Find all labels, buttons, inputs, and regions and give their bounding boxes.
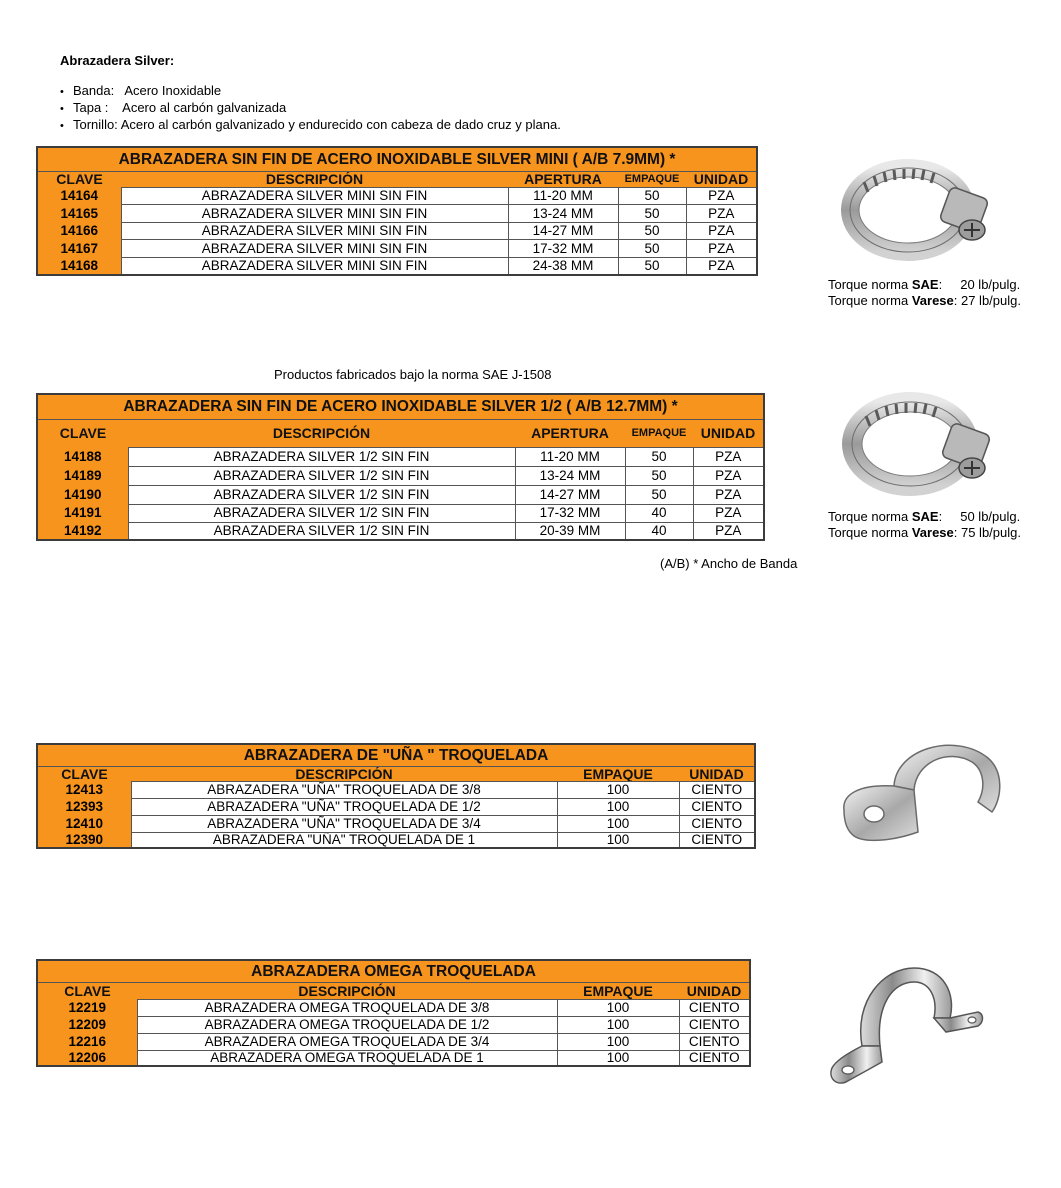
table-row (37, 485, 764, 504)
empaque-value: 40 (625, 522, 693, 540)
table-row (37, 798, 755, 815)
torque-label: Torque norma (828, 525, 912, 540)
torque-value: : 20 lb/pulg. (938, 277, 1021, 292)
unidad-value: PZA (686, 240, 757, 258)
table-row (37, 447, 764, 466)
apertura-value: 14-27 MM (515, 485, 625, 504)
column-header-descripcion: DESCRIPCIÓN (137, 982, 557, 999)
empaque-value: 50 (618, 187, 686, 205)
product-code: 14189 (37, 466, 128, 485)
table-row (37, 257, 757, 275)
table-row (37, 240, 757, 258)
product-description: ABRAZADERA SILVER 1/2 SIN FIN (128, 522, 515, 540)
product-table-silver-half (36, 393, 765, 541)
apertura-value: 24-38 MM (508, 257, 618, 275)
column-header-unidad: UNIDAD (686, 171, 757, 187)
unidad-value: CIENTO (679, 1050, 750, 1066)
product-description: ABRAZADERA OMEGA TROQUELADA DE 3/4 (137, 1033, 557, 1050)
apertura-value: 11-20 MM (508, 187, 618, 205)
apertura-value: 17-32 MM (508, 240, 618, 258)
table-row (37, 1016, 750, 1033)
band-width-note: (A/B) * Ancho de Banda (660, 556, 798, 571)
table-title: ABRAZADERA OMEGA TROQUELADA (37, 960, 750, 982)
spec-item-banda: • Banda: Acero Inoxidable (60, 83, 561, 100)
product-description: ABRAZADERA SILVER MINI SIN FIN (121, 205, 508, 223)
product-code: 14192 (37, 522, 128, 540)
product-code: 14166 (37, 222, 121, 240)
empaque-value: 50 (618, 205, 686, 223)
apertura-value: 20-39 MM (515, 522, 625, 540)
unidad-value: CIENTO (679, 798, 755, 815)
torque-standard: Varese (911, 525, 954, 540)
column-header-clave: CLAVE (37, 419, 128, 447)
torque-specs-mini (828, 277, 1021, 309)
product-code: 12209 (37, 1016, 137, 1033)
empaque-value: 100 (557, 832, 679, 848)
apertura-value: 13-24 MM (508, 205, 618, 223)
product-code: 12410 (37, 815, 131, 832)
spec-list (60, 83, 561, 134)
column-header-clave: CLAVE (37, 766, 131, 781)
column-header-apertura: APERTURA (515, 419, 625, 447)
product-table-omega (36, 959, 751, 1067)
product-code: 14164 (37, 187, 121, 205)
column-header-empaque: EMPAQUE (557, 766, 679, 781)
torque-specs-half (828, 509, 1021, 541)
unidad-value: CIENTO (679, 832, 755, 848)
table-title: ABRAZADERA SIN FIN DE ACERO INOXIDABLE SILVER MINI ( A/B 7.9MM) * (37, 147, 757, 171)
product-code: 12413 (37, 781, 131, 798)
table-row (37, 205, 757, 223)
product-code: 12390 (37, 832, 131, 848)
empaque-value: 50 (625, 485, 693, 504)
product-code: 14190 (37, 485, 128, 504)
apertura-value: 17-32 MM (515, 504, 625, 522)
hose-clamp-image (838, 152, 998, 264)
hose-clamp-image (838, 388, 998, 500)
unidad-value: PZA (693, 466, 764, 485)
table-row (37, 522, 764, 540)
table-row (37, 815, 755, 832)
spec-item-tapa: • Tapa : Acero al carbón galvanizada (60, 100, 561, 117)
apertura-value: 14-27 MM (508, 222, 618, 240)
table-row (37, 1050, 750, 1066)
product-code: 14167 (37, 240, 121, 258)
product-code: 12393 (37, 798, 131, 815)
product-code: 14165 (37, 205, 121, 223)
product-description: ABRAZADERA SILVER MINI SIN FIN (121, 222, 508, 240)
section-title: Abrazadera Silver: (60, 53, 175, 68)
column-header-unidad: UNIDAD (679, 982, 750, 999)
empaque-value: 50 (625, 466, 693, 485)
torque-label: Torque norma (828, 509, 912, 524)
column-header-descripcion: DESCRIPCIÓN (128, 419, 515, 447)
empaque-value: 100 (557, 1050, 679, 1066)
empaque-value: 50 (618, 257, 686, 275)
unidad-value: PZA (686, 222, 757, 240)
hose-clamp-icon (838, 388, 998, 500)
table-row (37, 1033, 750, 1050)
unidad-value: CIENTO (679, 781, 755, 798)
unidad-value: CIENTO (679, 999, 750, 1016)
unidad-value: CIENTO (679, 815, 755, 832)
column-header-clave: CLAVE (37, 982, 137, 999)
table-row (37, 222, 757, 240)
empaque-value: 100 (557, 999, 679, 1016)
hose-clamp-icon (838, 152, 998, 264)
product-description: ABRAZADERA OMEGA TROQUELADA DE 3/8 (137, 999, 557, 1016)
unidad-value: CIENTO (679, 1033, 750, 1050)
product-description: ABRAZADERA "UÑA" TROQUELADA DE 3/8 (131, 781, 557, 798)
unidad-value: PZA (693, 504, 764, 522)
product-description: ABRAZADERA SILVER 1/2 SIN FIN (128, 447, 515, 466)
unidad-value: PZA (686, 257, 757, 275)
column-header-empaque: EMPAQUE (625, 419, 693, 447)
table-title: ABRAZADERA DE "UÑA " TROQUELADA (37, 744, 755, 766)
product-code: 12216 (37, 1033, 137, 1050)
product-code: 12206 (37, 1050, 137, 1066)
column-header-unidad: UNIDAD (693, 419, 764, 447)
column-header-empaque: EMPAQUE (618, 171, 686, 187)
product-description: ABRAZADERA SILVER 1/2 SIN FIN (128, 504, 515, 522)
una-clamp-image (836, 728, 1004, 858)
empaque-value: 100 (557, 798, 679, 815)
spec-item-tornillo: • Tornillo: Acero al carbón galvanizado y endurecido con cabeza de dado cruz y plana. (60, 117, 561, 134)
unidad-value: PZA (686, 187, 757, 205)
unidad-value: PZA (693, 447, 764, 466)
product-code: 14168 (37, 257, 121, 275)
norma-note: Productos fabricados bajo la norma SAE J-1508 (274, 367, 552, 382)
torque-value: : 50 lb/pulg. (938, 509, 1021, 524)
table-row (37, 999, 750, 1016)
column-header-descripcion: DESCRIPCIÓN (131, 766, 557, 781)
unidad-value: PZA (686, 205, 757, 223)
product-description: ABRAZADERA "UÑA" TROQUELADA DE 3/4 (131, 815, 557, 832)
product-table-una (36, 743, 756, 849)
product-description: ABRAZADERA "UÑA" TROQUELADA DE 1/2 (131, 798, 557, 815)
torque-label: Torque norma (828, 277, 912, 292)
table-row (37, 187, 757, 205)
torque-standard: SAE (911, 509, 939, 524)
table-row (37, 781, 755, 798)
torque-standard: SAE (911, 277, 939, 292)
product-description: ABRAZADERA SILVER 1/2 SIN FIN (128, 466, 515, 485)
unidad-value: PZA (693, 485, 764, 504)
product-description: ABRAZADERA OMEGA TROQUELADA DE 1/2 (137, 1016, 557, 1033)
apertura-value: 13-24 MM (515, 466, 625, 485)
torque-label: Torque norma (828, 293, 912, 308)
omega-clamp-image (826, 960, 986, 1090)
product-code: 14191 (37, 504, 128, 522)
unidad-value: CIENTO (679, 1016, 750, 1033)
empaque-value: 100 (557, 1033, 679, 1050)
product-description: ABRAZADERA SILVER MINI SIN FIN (121, 187, 508, 205)
empaque-value: 50 (618, 240, 686, 258)
product-code: 12219 (37, 999, 137, 1016)
table-title: ABRAZADERA SIN FIN DE ACERO INOXIDABLE SILVER 1/2 ( A/B 12.7MM) * (37, 394, 764, 419)
omega-clamp-icon (826, 960, 986, 1090)
empaque-value: 100 (557, 1016, 679, 1033)
product-code: 14188 (37, 447, 128, 466)
apertura-value: 11-20 MM (515, 447, 625, 466)
empaque-value: 50 (618, 222, 686, 240)
product-table-silver-mini (36, 146, 758, 276)
torque-value: : 75 lb/pulg. (953, 525, 1021, 540)
product-description: ABRAZADERA SILVER 1/2 SIN FIN (128, 485, 515, 504)
product-description: ABRAZADERA SILVER MINI SIN FIN (121, 240, 508, 258)
empaque-value: 100 (557, 815, 679, 832)
una-clamp-icon (836, 728, 1004, 858)
column-header-unidad: UNIDAD (679, 766, 755, 781)
table-row (37, 466, 764, 485)
column-header-empaque: EMPAQUE (557, 982, 679, 999)
product-description: ABRAZADERA SILVER MINI SIN FIN (121, 257, 508, 275)
empaque-value: 100 (557, 781, 679, 798)
empaque-value: 40 (625, 504, 693, 522)
table-row (37, 832, 755, 848)
table-row (37, 504, 764, 522)
unidad-value: PZA (693, 522, 764, 540)
product-description: ABRAZADERA OMEGA TROQUELADA DE 1 (137, 1050, 557, 1066)
column-header-apertura: APERTURA (508, 171, 618, 187)
column-header-clave: CLAVE (37, 171, 121, 187)
torque-standard: Varese (911, 293, 954, 308)
torque-value: : 27 lb/pulg. (953, 293, 1021, 308)
column-header-descripcion: DESCRIPCIÓN (121, 171, 508, 187)
product-description: ABRAZADERA "UÑA" TROQUELADA DE 1 (131, 832, 557, 848)
empaque-value: 50 (625, 447, 693, 466)
